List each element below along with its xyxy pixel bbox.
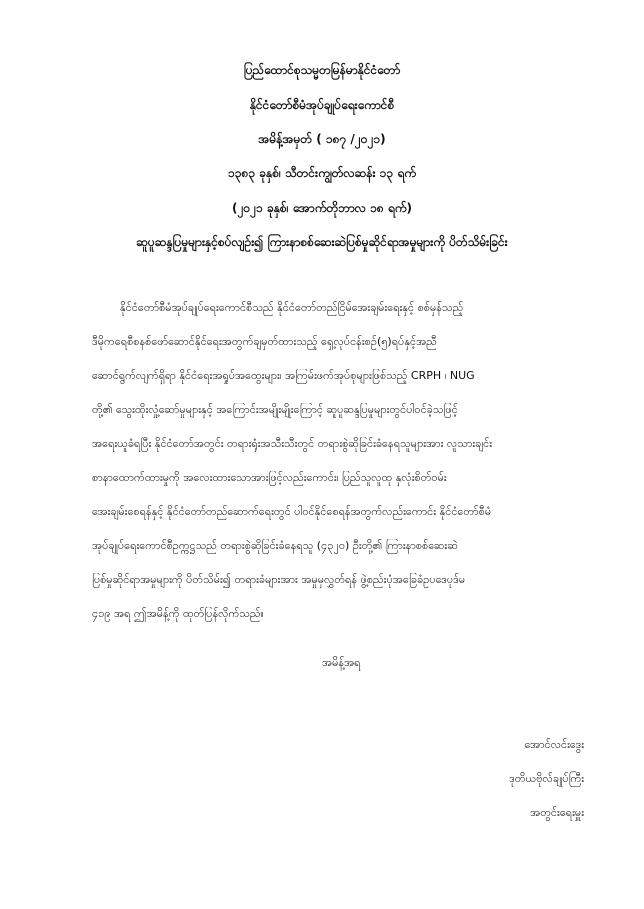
country-name: ပြည်ထောင်စုသမ္မတမြန်မာနိုင်ငံတော် bbox=[243, 63, 401, 77]
signatory-rank: ဒုတိယဗိုလ်ချုပ်ကြီး bbox=[509, 772, 584, 785]
signatory-name: အောင်လင်းဒွေး bbox=[524, 738, 584, 751]
body-line: ၄၁၉ အရ ဤအမိန့်ကို ထုတ်ပြန်လိုက်သည်။ bbox=[92, 607, 264, 620]
myanmar-date: ၁၃၈၃ ခုနှစ်၊ သီတင်းကျွတ်လဆန်း ၁၃ ရက် bbox=[228, 166, 416, 180]
body-line: ဆောင်ရွက်လျက်ရှိရာ နိုင်ငံရေးအရှုပ်အထွေးများ၊ အကြမ်းဖက်အုပ်စုများဖြစ်သည့် CRPH ၊ NUG bbox=[92, 369, 475, 382]
signatory-title: အတွင်းရေးမှူး bbox=[530, 806, 584, 819]
body-line: ဒီမိုကရေစီစနစ်ဖော်ဆောင်နိုင်ရေးအတွက်ချမှတ်ထားသည့် ရှေ့လုပ်ငန်းစဉ်(၅)ရပ်နှင့်အညီ bbox=[92, 335, 437, 348]
body-line: အေးချမ်းစေရန်နှင့် နိုင်ငံတော်တည်ဆောက်ရေးတွင် ပါဝင်နိုင်စေရန်အတွက်လည်းကောင်း နိုင်ငံတော်စီမံ bbox=[92, 505, 492, 518]
gregorian-date: (၂၀၂၁ ခုနှစ်၊ အောက်တိုဘာလ ၁၈ ရက်) bbox=[232, 201, 412, 215]
body-line: တို့၏ သွေးထိုးလှုံ့ဆော်မှုများနှင့် အကြောင်းအမျိုးမျိုးကြောင့် ဆူပူဆန္ဒပြမှုများတွင်ပါဝင်ခဲ့သဖြင့် bbox=[92, 403, 458, 416]
body-line: အရေးယူခံရပြီး နိုင်ငံတော်အတွင်း တရားရုံးအသီးသီးတွင် တရားစွဲဆိုခြင်းခံနေရသူများအား လူသားချင်း bbox=[92, 437, 493, 450]
order-number: အမိန့်အမှတ် ( ၁၈၇ /၂၀၂၁) bbox=[258, 132, 386, 146]
body-line: နိုင်ငံတော်စီမံအုပ်ချုပ်ရေးကောင်စီသည် နိုင်ငံတော်တည်ငြိမ်အေးချမ်းရေးနှင့် စစ်မှန်သည့် bbox=[120, 301, 464, 314]
order-subject: ဆူပူဆန္ဒပြမှုများနှင့်စပ်လျဉ်း၍ ကြားနာစစ်ဆေးဆဲပြစ်မှုဆိုင်ရာအမှုများကို ပိတ်သိမ်းခြင်း bbox=[136, 235, 508, 249]
by-order-label: အမိန့်အရ bbox=[322, 656, 361, 669]
body-line: စာနာထောက်ထားမှုကို အလေးထားသောအားဖြင့်လည်းကောင်း၊ ပြည်သူလူထု နှလုံးစိတ်ဝမ်း bbox=[92, 471, 447, 484]
body-line: ပြစ်မှုဆိုင်ရာအမှုများကို ပိတ်သိမ်း၍ တရားခံများအား အမှုမှလွှတ်ရန် ဖွဲ့စည်းပုံအခြေခံဥပဒေပုဒ်မ bbox=[92, 573, 466, 586]
council-name: နိုင်ငံတော်စီမံအုပ်ချုပ်ရေးကောင်စီ bbox=[249, 98, 395, 112]
body-line: အုပ်ချုပ်ရေးကောင်စီဥက္ကဋ္ဌသည် တရားစွဲဆိုခြင်းခံနေရသူ (၄၃၂၀) ဦးတို့၏ ကြားနာစစ်ဆေးဆဲ bbox=[92, 539, 458, 552]
